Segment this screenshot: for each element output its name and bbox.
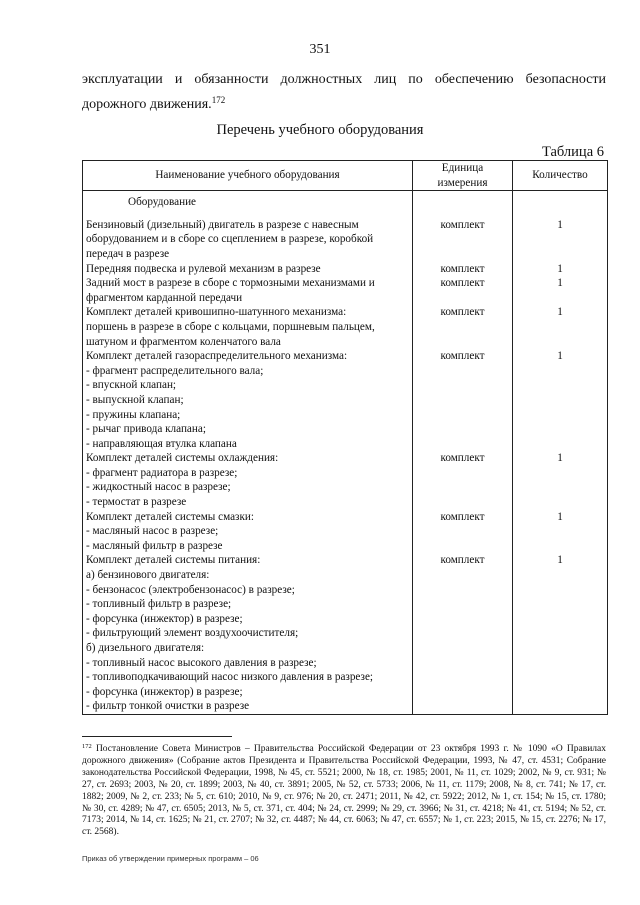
footnote-reference[interactable]: 172 [211, 95, 226, 105]
unit-cell: комплект [413, 553, 513, 714]
equipment-name-line: - фильтр тонкой очистки в разрезе [86, 700, 250, 713]
header-unit: Единица измерения [413, 161, 513, 191]
equipment-name-line: Комплект деталей газораспределительного механизма: [86, 350, 348, 363]
table-row [83, 553, 608, 714]
equipment-name-cell [83, 451, 413, 509]
equipment-name-line: - жидкостный насос в разрезе; [86, 481, 231, 494]
intro-text: эксплуатации и обязанности должностных лиц по обеспечению безопасности дорожного движения. [82, 72, 606, 112]
equipment-name-line: - пружины клапана; [86, 408, 181, 421]
footnote-number: 172 [82, 743, 92, 750]
unit-cell: комплект [413, 349, 513, 451]
document-footer: Приказ об утверждении примерных программ – 06 [82, 854, 259, 863]
table-row [83, 276, 608, 305]
table-row [83, 262, 608, 277]
quantity-cell: 1 [513, 262, 608, 277]
table-row [83, 451, 608, 509]
section-unit-cell [413, 191, 513, 214]
quantity-cell: 1 [513, 451, 608, 509]
equipment-name-line: - рычаг привода клапана; [86, 423, 206, 436]
equipment-name-line: Комплект деталей системы питания: [86, 554, 261, 567]
table-label: Таблица 6 [541, 144, 604, 160]
equipment-name-line: поршень в разрезе в сборе с кольцами, поршневым пальцем, [86, 320, 375, 333]
footnote-text: Постановление Совета Министров – Правительства Российской Федерации от 23 октября 1993 г. № 1090 «О Правилах дорожного движения» (Собрание актов Президента и Правительства Российской Федерации, 1993, № 47, ст. 4531; Собрание законодательства Российской Федерации, 1998, № 45, ст. 5521; 2000, № 18, ст. 1985; 2001, № 11, ст. 1029; 2002, № 9, ст. 931; № 27, ст. 2693; 2003, № 20, ст. 1899; 2003, № 40, ст. 3891; 2005, № 52, ст. 5733; 2006, № 11, ст. 1179; 2008, № 8, ст. 741; № 17, ст. 1882; 2009, № 2, ст. 233; № 5, ст. 610; 2010, № 9, ст. 976; № 20, ст. 2471; 2011, № 42, ст. 5922; 2012, № 1, ст. 154; № 15, ст. 1780; № 30, ст. 4289; № 47, ст. 6505; 2013, № 5, ст. 371, ст. 404; № 24, ст. 2999; № 29, ст. 3966; № 31, ст. 4218; № 41, ст. 5194; № 52, ст. 7173; 2014, № 14, ст. 1625; № 21, ст. 2707; № 32, ст. 4487; № 44, ст. 6063; № 47, ст. 6557; № 1, ст. 223; 2015, № 15, ст. 2276; № 17, ст. 2568). [82, 744, 607, 838]
equipment-name-line: - фрагмент распределительного вала; [86, 364, 264, 377]
unit-cell: комплект [413, 510, 513, 554]
equipment-name-line: - топливный фильтр в разрезе; [86, 598, 232, 611]
quantity-cell: 1 [513, 305, 608, 349]
quantity-cell: 1 [513, 349, 608, 451]
equipment-name-line: - фрагмент радиатора в разрезе; [86, 466, 238, 479]
equipment-name-line: фрагментом карданной передачи [86, 291, 243, 304]
equipment-name-line: - форсунка (инжектор) в разрезе; [86, 685, 243, 698]
equipment-name-line: Бензиновый (дизельный) двигатель в разрезе с навесным [86, 218, 359, 231]
header-name: Наименование учебного оборудования [83, 161, 413, 191]
unit-cell: комплект [413, 305, 513, 349]
page-number: 351 [309, 42, 331, 57]
equipment-name-cell [83, 214, 413, 262]
table-header-row [83, 161, 608, 191]
equipment-name-line: шатуном и фрагментом коленчатого вала [86, 335, 281, 348]
equipment-name-cell [83, 262, 413, 277]
footnote-divider [82, 736, 232, 737]
header-quantity: Количество [513, 161, 608, 191]
list-title: Перечень учебного оборудования [216, 122, 424, 138]
equipment-name-cell [83, 510, 413, 554]
equipment-name-line: Комплект деталей системы охлаждения: [86, 452, 279, 465]
unit-cell: комплект [413, 276, 513, 305]
equipment-name-line: Комплект деталей кривошипно-шатунного механизма: [86, 306, 347, 319]
equipment-name-line: - топливный насос высокого давления в разрезе; [86, 656, 317, 669]
equipment-name-line: передач в разрезе [86, 247, 170, 260]
equipment-name-line: а) бензинового двигателя: [86, 569, 210, 582]
quantity-cell: 1 [513, 553, 608, 714]
equipment-table [82, 160, 608, 715]
quantity-cell: 1 [513, 276, 608, 305]
table-row [83, 349, 608, 451]
equipment-name-line: - бензонасос (электробензонасос) в разрезе; [86, 583, 295, 596]
table-row [83, 510, 608, 554]
equipment-name-line: - выпускной клапан; [86, 393, 184, 406]
intro-paragraph [82, 70, 606, 115]
equipment-name-line: оборудованием и в сборе со сцеплением в разрезе, коробкой [86, 233, 374, 246]
table-body [83, 191, 608, 715]
footnote [82, 741, 606, 839]
section-row [83, 191, 608, 214]
equipment-name-line: Задний мост в разрезе в сборе с тормозными механизмами и [86, 277, 375, 290]
equipment-name-cell [83, 305, 413, 349]
equipment-name-line: Передняя подвеска и рулевой механизм в разрезе [86, 262, 321, 275]
quantity-cell: 1 [513, 510, 608, 554]
equipment-name-cell [83, 553, 413, 714]
equipment-name-line: - топливоподкачивающий насос низкого давления в разрезе; [86, 671, 374, 684]
equipment-name-line: - масляный насос в разрезе; [86, 525, 219, 538]
equipment-name-line: - масляный фильтр в разрезе [86, 539, 223, 552]
table-row [83, 305, 608, 349]
unit-cell: комплект [413, 262, 513, 277]
equipment-name-line: б) дизельного двигателя: [86, 642, 205, 654]
equipment-name-line: Комплект деталей системы смазки: [86, 510, 255, 523]
section-title: Оборудование [83, 191, 413, 214]
equipment-name-line: - форсунка (инжектор) в разрезе; [86, 612, 243, 625]
equipment-name-line: - фильтрующий элемент воздухоочистителя; [86, 627, 299, 640]
table-row [83, 214, 608, 262]
equipment-name-line: - направляющая втулка клапана [86, 437, 237, 450]
equipment-name-line: - термостат в разрезе [86, 496, 187, 509]
quantity-cell: 1 [513, 214, 608, 262]
equipment-name-cell [83, 349, 413, 451]
equipment-name-line: - впускной клапан; [86, 379, 177, 392]
equipment-name-cell [83, 276, 413, 305]
unit-cell: комплект [413, 451, 513, 509]
section-quantity-cell [513, 191, 608, 214]
unit-cell: комплект [413, 214, 513, 262]
